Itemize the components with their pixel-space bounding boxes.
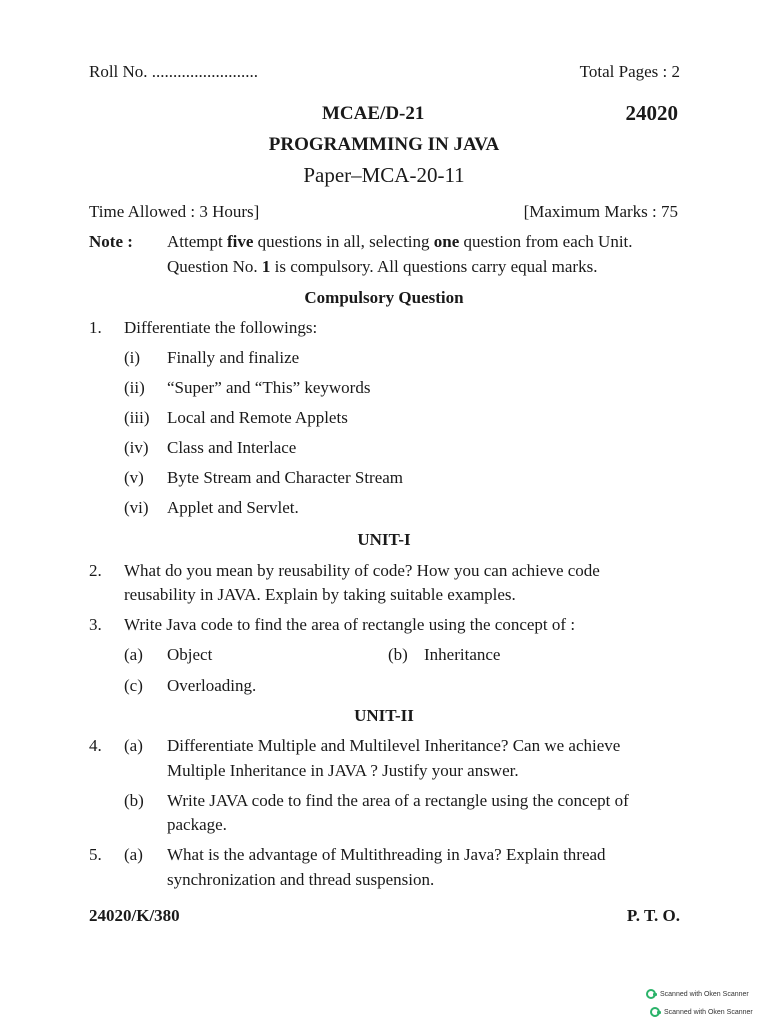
time-allowed: Time Allowed : 3 Hours] xyxy=(89,202,260,221)
sub-question-number: (a) xyxy=(124,736,143,755)
sub-question-text: Applet and Servlet. xyxy=(167,498,299,517)
question-text: What do you mean by reusability of code? How you can achieve code xyxy=(124,561,600,580)
watermark-text: Scanned with Oken Scanner xyxy=(664,1008,753,1016)
sub-question-number: (i) xyxy=(124,348,141,367)
paper-number: Paper–MCA-20-11 xyxy=(303,163,465,187)
unit-heading: UNIT-II xyxy=(354,706,414,725)
sub-question-text: “Super” and “This” keywords xyxy=(167,378,371,397)
paper-id: 24020 xyxy=(625,101,678,125)
note-line-2: Question No. 1 is compulsory. All questions carry equal marks. xyxy=(167,257,598,276)
sub-question-number: (vi) xyxy=(124,498,149,517)
sub-question-number: (a) xyxy=(124,845,143,864)
oken-scanner-logo-icon xyxy=(646,989,656,999)
sub-question-number: (iii) xyxy=(124,408,150,427)
sub-question-number: (iv) xyxy=(124,438,149,457)
question-number: 4. xyxy=(89,736,102,755)
sub-question-text: What is the advantage of Multithreading in Java? Explain thread xyxy=(167,845,606,864)
sub-question-number: (v) xyxy=(124,468,144,487)
sub-question-text: Class and Interlace xyxy=(167,438,297,457)
note-label: Note : xyxy=(89,232,133,251)
footer-code: 24020/K/380 xyxy=(89,906,180,925)
exam-code: MCAE/D-21 xyxy=(322,103,425,124)
sub-question-text: Finally and finalize xyxy=(167,348,300,367)
question-text: Write Java code to find the area of rectangle using the concept of : xyxy=(124,615,576,634)
sub-question-text: Differentiate Multiple and Multilevel Inheritance? Can we achieve xyxy=(167,736,621,755)
note-line-1: Attempt five questions in all, selecting one question from each Unit. xyxy=(167,232,633,251)
sub-question-text: Inheritance xyxy=(424,645,501,664)
paper-title: PROGRAMMING IN JAVA xyxy=(268,134,500,155)
sub-question-number: (ii) xyxy=(124,378,145,397)
sub-question-number: (b) xyxy=(124,791,144,810)
scanner-watermark xyxy=(650,1007,753,1017)
question-number: 3. xyxy=(89,615,102,634)
sub-question-number: (c) xyxy=(124,676,143,695)
question-text: reusability in JAVA. Explain by taking suitable examples. xyxy=(124,585,516,604)
sub-question-text: Byte Stream and Character Stream xyxy=(167,468,404,487)
sub-question-text: Object xyxy=(167,645,213,664)
pto-label: P. T. O. xyxy=(626,906,680,925)
sub-question-number: (a) xyxy=(124,645,143,664)
total-pages: Total Pages : 2 xyxy=(579,62,680,81)
sub-question-text: Overloading. xyxy=(167,676,257,695)
sub-question-text: Local and Remote Applets xyxy=(167,408,348,427)
watermark-text: Scanned with Oken Scanner xyxy=(660,990,749,998)
scanner-watermark xyxy=(646,989,749,999)
question-number: 5. xyxy=(89,845,102,864)
sub-question-text: Write JAVA code to find the area of a rectangle using the concept of xyxy=(167,791,629,810)
sub-question-text: package. xyxy=(167,815,227,834)
unit-heading: UNIT-I xyxy=(357,530,411,549)
oken-scanner-logo-icon xyxy=(650,1007,660,1017)
roll-no: Roll No. ......................... xyxy=(89,62,259,81)
compulsory-heading: Compulsory Question xyxy=(304,288,464,307)
question-number: 2. xyxy=(89,561,102,580)
question-text: Differentiate the followings: xyxy=(124,318,318,337)
maximum-marks: [Maximum Marks : 75 xyxy=(523,202,678,221)
sub-question-number: (b) xyxy=(388,645,408,664)
question-number: 1. xyxy=(89,318,102,337)
sub-question-text: synchronization and thread suspension. xyxy=(167,870,435,889)
sub-question-text: Multiple Inheritance in JAVA ? Justify your answer. xyxy=(167,761,519,780)
